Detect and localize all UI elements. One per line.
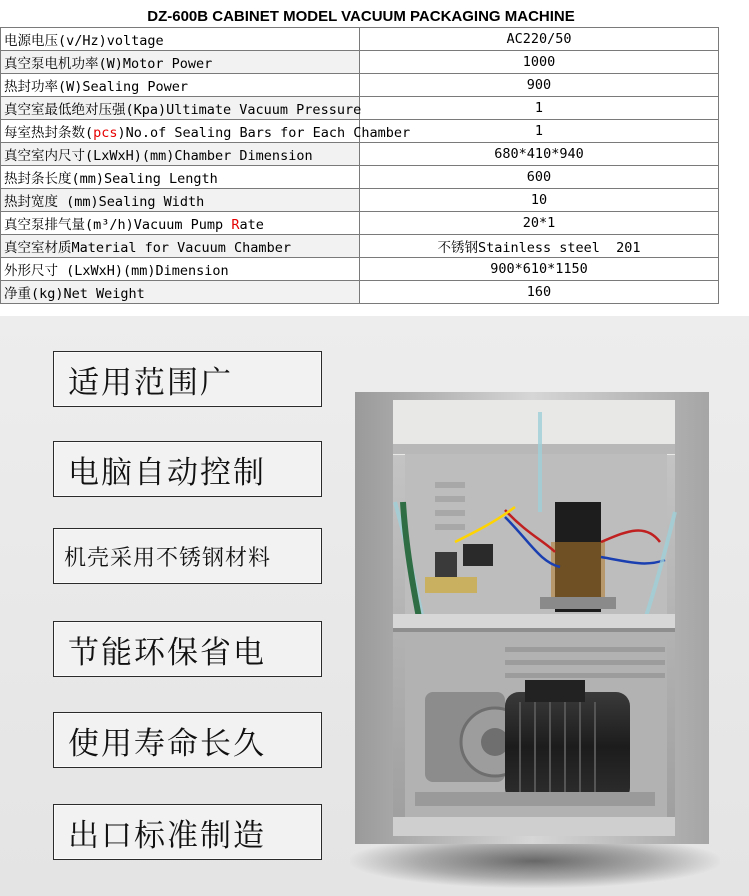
spec-row-sealing-power xyxy=(1,74,719,97)
param-text: 热封宽度 (mm)Sealing Width xyxy=(4,194,205,210)
relay xyxy=(463,544,493,566)
spec-param xyxy=(1,143,360,166)
spec-param xyxy=(1,166,360,189)
param-text-red: pcs xyxy=(93,125,118,141)
motor-junction-box xyxy=(525,680,585,702)
spec-param xyxy=(1,189,360,212)
feature-box-long-life: 使用寿命长久 xyxy=(53,712,322,768)
param-text: 真空泵电机功率(W)Motor Power xyxy=(4,56,213,72)
spec-title-row xyxy=(1,5,719,28)
param-text: 净重(kg)Net Weight xyxy=(4,286,145,302)
feature-box-export-standard: 出口标准制造 xyxy=(53,804,322,860)
pump-motor xyxy=(505,692,630,802)
param-text-rest: )No.of Sealing Bars for Each Chamber xyxy=(117,125,411,141)
param-text: 热封功率(W)Sealing Power xyxy=(4,79,189,95)
spec-row-net-weight xyxy=(1,281,719,304)
param-text: 热封条长度(mm)Sealing Length xyxy=(4,171,218,187)
spec-value: 160 xyxy=(360,281,719,304)
spec-value: 1 xyxy=(360,120,719,143)
param-text: 真空室最低绝对压强(Kpa)Ultimate Vacuum Pressure xyxy=(4,102,362,118)
spec-row-sealing-bars xyxy=(1,120,719,143)
spec-value: 不锈钢Stainless steel 201 xyxy=(360,235,719,258)
spec-table xyxy=(0,5,719,304)
param-text-rest: ate xyxy=(239,217,264,233)
spec-param xyxy=(1,51,360,74)
spec-param xyxy=(1,97,360,120)
pump-base xyxy=(415,792,655,806)
spec-title: DZ-600B CABINET MODEL VACUUM PACKAGING MACHINE xyxy=(1,5,719,28)
solenoid-valve xyxy=(425,577,477,593)
spec-value: 20*1 xyxy=(360,212,719,235)
spec-row-sealing-width xyxy=(1,189,719,212)
param-text: 电源电压(v/Hz)voltage xyxy=(4,33,164,49)
param-text: 真空泵排气量(m³/h)Vacuum Pump xyxy=(4,217,232,233)
spec-param xyxy=(1,258,360,281)
spec-row-sealing-length xyxy=(1,166,719,189)
spec-value: 10 xyxy=(360,189,719,212)
spec-row-material xyxy=(1,235,719,258)
param-text: 外形尺寸 (LxWxH)(mm)Dimension xyxy=(4,263,229,279)
spec-param xyxy=(1,281,360,304)
param-text: 真空室材质Material for Vacuum Chamber xyxy=(4,240,291,256)
machine-interior-photo xyxy=(355,392,709,844)
feature-box-wide-application: 适用范围广 xyxy=(53,351,322,407)
spec-row-ultimate-pressure xyxy=(1,97,719,120)
spec-param xyxy=(1,74,360,97)
spec-value: 680*410*940 xyxy=(360,143,719,166)
spec-param xyxy=(1,28,360,51)
spec-value: AC220/50 xyxy=(360,28,719,51)
shelf xyxy=(393,614,675,630)
spec-row-pump-rate xyxy=(1,212,719,235)
param-text-red: R xyxy=(231,217,240,233)
feature-panel xyxy=(0,316,749,896)
spec-value: 1 xyxy=(360,97,719,120)
param-text: 每室热封条数( xyxy=(4,125,94,141)
feature-box-energy-saving: 节能环保省电 xyxy=(53,621,322,677)
feature-box-stainless-casing: 机壳采用不锈钢材料 xyxy=(53,528,322,584)
spec-value: 900*610*1150 xyxy=(360,258,719,281)
feature-box-computer-control: 电脑自动控制 xyxy=(53,441,322,497)
spec-param xyxy=(1,212,360,235)
spec-value: 900 xyxy=(360,74,719,97)
spec-param xyxy=(1,120,411,143)
param-text: 真空室内尺寸(LxWxH)(mm)Chamber Dimension xyxy=(4,148,313,164)
spec-param xyxy=(1,235,360,258)
spec-row-chamber-dimension xyxy=(1,143,719,166)
spec-value: 600 xyxy=(360,166,719,189)
spec-row-dimension xyxy=(1,258,719,281)
spec-row-motor-power xyxy=(1,51,719,74)
spec-value: 1000 xyxy=(360,51,719,74)
spec-row-voltage xyxy=(1,28,719,51)
